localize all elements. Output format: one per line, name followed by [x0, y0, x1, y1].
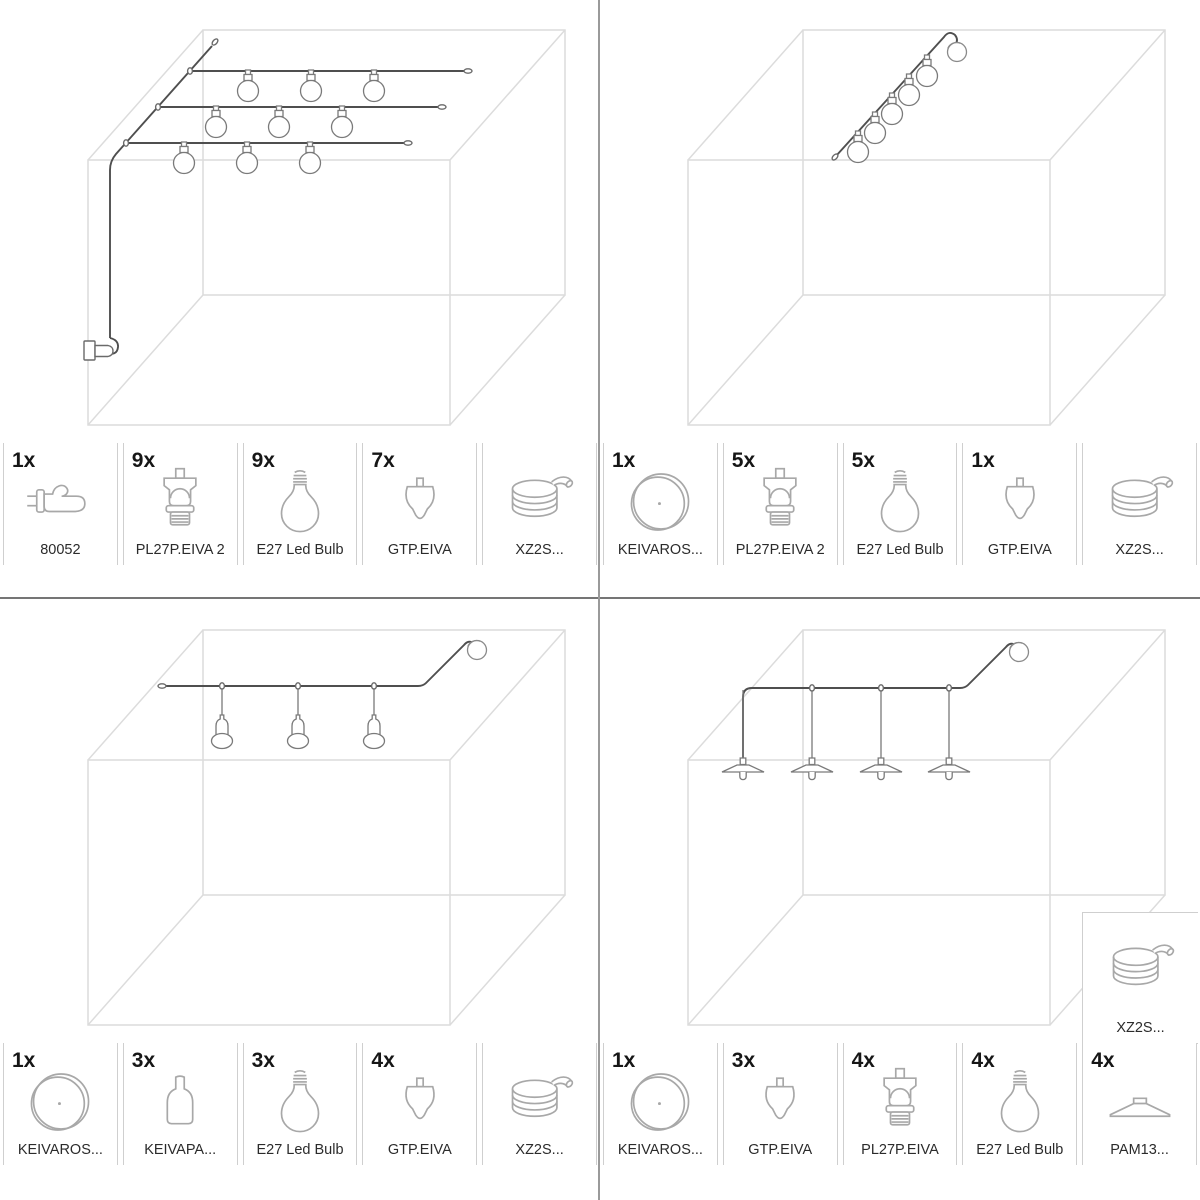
- part-quantity: 9x: [251, 449, 275, 472]
- parts-list: [600, 1043, 1200, 1165]
- part-label: E27 Led Bulb: [256, 1142, 344, 1158]
- bulb-icon: [263, 1066, 337, 1140]
- parts-list: [0, 1043, 600, 1165]
- part-cell-cable-coil: [482, 1043, 597, 1165]
- bottle-holder-icon: [143, 1066, 217, 1140]
- part-quantity: 1x: [612, 1049, 636, 1072]
- kit-panel-2: [600, 0, 1200, 600]
- ceiling-rose-icon: [623, 1066, 697, 1140]
- part-cell-cable-coil: [1082, 443, 1197, 565]
- horizontal-divider: [0, 597, 1200, 599]
- cable-coil-icon: [503, 466, 577, 540]
- part-cell-flat-shade: [1082, 1043, 1197, 1165]
- part-cell-bulb: [243, 443, 358, 565]
- part-cell-bulb: [962, 1043, 1077, 1165]
- part-label: KEIVAROS...: [17, 1142, 103, 1158]
- part-cell-bulb: [843, 443, 958, 565]
- cable-gland-icon: [743, 1066, 817, 1140]
- part-label: E27 Led Bulb: [976, 1142, 1064, 1158]
- part-label: KEIVAROS...: [617, 1142, 703, 1158]
- part-quantity: 1x: [12, 449, 36, 472]
- part-label: E27 Led Bulb: [856, 542, 944, 558]
- lamp-holder-icon: [863, 1066, 937, 1140]
- parts-list: [600, 443, 1200, 565]
- ceiling-rose-icon: [623, 466, 697, 540]
- parts-list: [0, 443, 600, 565]
- part-cell-bottle-holder: [123, 1043, 238, 1165]
- part-quantity: 4x: [851, 1049, 875, 1072]
- part-cell-cable-coil-extra: [1082, 912, 1198, 1044]
- part-quantity: 4x: [971, 1049, 995, 1072]
- part-cell-ceiling-rose: [603, 1043, 718, 1165]
- flat-shade-icon: [1103, 1066, 1177, 1140]
- part-quantity: 4x: [371, 1049, 395, 1072]
- room-diagram-diagonal-string: [600, 0, 1200, 440]
- part-quantity: 1x: [12, 1049, 36, 1072]
- part-cell-lamp-holder: [123, 443, 238, 565]
- lamp-holder-icon: [743, 466, 817, 540]
- bulb-icon: [263, 466, 337, 540]
- part-cell-cable-gland: [962, 443, 1077, 565]
- part-quantity: 3x: [731, 1049, 756, 1072]
- part-label: GTP.EIVA: [387, 542, 452, 558]
- kit-panel-3: [0, 600, 600, 1200]
- part-label: XZ2S...: [515, 1142, 564, 1158]
- cable-coil-icon: [503, 1066, 577, 1140]
- part-label: XZ2S...: [515, 542, 564, 558]
- part-cell-bulb: [243, 1043, 358, 1165]
- part-cell-cable-gland: [362, 1043, 477, 1165]
- part-cell-cable-gland: [362, 443, 477, 565]
- part-label: PL27P.EIVA: [861, 1142, 939, 1158]
- part-quantity: 7x: [371, 449, 395, 472]
- cable-coil-icon: [1103, 466, 1177, 540]
- part-quantity: 5x: [731, 449, 756, 472]
- cable-gland-icon: [383, 466, 457, 540]
- part-label: GTP.EIVA: [387, 1142, 452, 1158]
- lamp-holder-icon: [143, 466, 217, 540]
- part-label: XZ2S...: [1116, 1020, 1165, 1036]
- part-cell-lamp-holder: [843, 1043, 958, 1165]
- part-label: KEIVAROS...: [617, 542, 703, 558]
- room-diagram-bottle-pendants: [0, 600, 600, 1040]
- part-cell-ceiling-rose: [603, 443, 718, 565]
- part-quantity: 4x: [1091, 1049, 1115, 1072]
- part-label: PL27P.EIVA 2: [135, 542, 225, 558]
- part-quantity: 3x: [131, 1049, 156, 1072]
- part-cell-cable-gland: [723, 1043, 838, 1165]
- part-label: E27 Led Bulb: [256, 542, 344, 558]
- part-label: 80052: [40, 542, 81, 558]
- kit-panel-4: [600, 600, 1200, 1200]
- cable-gland-icon: [383, 1066, 457, 1140]
- bulb-icon: [983, 1066, 1057, 1140]
- part-label: PL27P.EIVA 2: [735, 542, 825, 558]
- part-cell-plug: [3, 443, 118, 565]
- cable-gland-icon: [983, 466, 1057, 540]
- part-label: GTP.EIVA: [748, 1142, 813, 1158]
- part-quantity: 3x: [251, 1049, 275, 1072]
- bulb-icon: [863, 466, 937, 540]
- cable-coil-icon: [1104, 934, 1178, 1008]
- part-quantity: 5x: [851, 449, 875, 472]
- part-cell-lamp-holder: [723, 443, 838, 565]
- part-quantity: 9x: [131, 449, 156, 472]
- plug-icon: [23, 466, 97, 540]
- kit-panel-1: [0, 0, 600, 600]
- part-label: GTP.EIVA: [987, 542, 1052, 558]
- part-quantity: 1x: [612, 449, 636, 472]
- part-label: PAM13...: [1110, 1142, 1169, 1158]
- ceiling-rose-icon: [23, 1066, 97, 1140]
- part-cell-ceiling-rose: [3, 1043, 118, 1165]
- part-label: XZ2S...: [1115, 542, 1164, 558]
- room-diagram-string-grid: [0, 0, 600, 440]
- part-label: KEIVAPA...: [144, 1142, 217, 1158]
- part-quantity: 1x: [971, 449, 995, 472]
- vertical-divider: [598, 0, 600, 1200]
- part-cell-cable-coil: [482, 443, 597, 565]
